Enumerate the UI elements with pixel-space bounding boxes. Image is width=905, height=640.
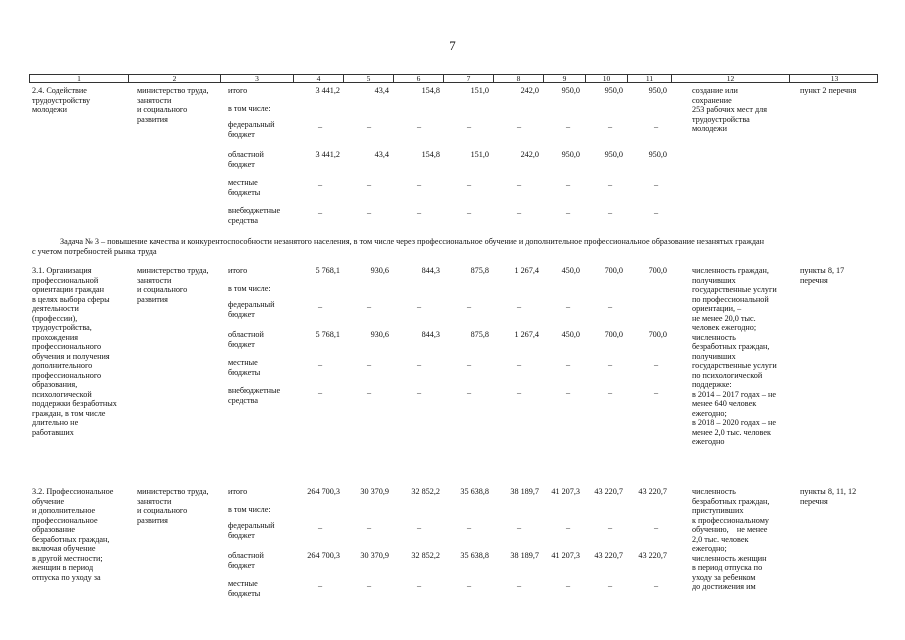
header-col-6: 6 <box>394 75 444 83</box>
funding-source-label: местные бюджеты <box>228 358 261 377</box>
funding-source-label: внебюджетные средства <box>228 386 281 405</box>
header-col-5: 5 <box>344 75 394 83</box>
reference: пункты 8, 11, 12 перечня <box>800 487 857 506</box>
funding-source-label: в том числе: <box>228 505 271 514</box>
budget-value: – <box>653 122 659 131</box>
executor: министерство труда, занятости и социального развития <box>137 86 209 124</box>
header-col-9: 9 <box>544 75 586 83</box>
budget-value: – <box>565 122 571 131</box>
header-col-1: 1 <box>30 75 129 83</box>
budget-value: – <box>317 523 323 532</box>
budget-value: 151,0 <box>470 86 489 95</box>
budget-value: – <box>607 180 613 189</box>
funding-source-label: местные бюджеты <box>228 579 261 598</box>
budget-value: 950,0 <box>561 150 580 159</box>
budget-value: 700,0 <box>648 330 667 339</box>
budget-value: 950,0 <box>604 150 623 159</box>
funding-source-label: в том числе: <box>228 284 271 293</box>
budget-value: 844,3 <box>421 330 440 339</box>
reference: пункты 8, 17 перечня <box>800 266 845 285</box>
budget-value: 950,0 <box>648 150 667 159</box>
budget-value: – <box>607 523 613 532</box>
budget-value: – <box>565 360 571 369</box>
budget-value: – <box>516 208 522 217</box>
budget-value: – <box>466 180 472 189</box>
budget-value: – <box>653 208 659 217</box>
expected-result: численность безработных граждан, приступивших к профессиональному обучению, не менее 2,0 тыс. человек ежегодно; численность женщин в период отпуска по уходу за ребенком до достижения им <box>692 487 770 591</box>
budget-value: – <box>516 302 522 311</box>
budget-value: 30 370,9 <box>360 487 389 496</box>
budget-value: 32 852,2 <box>411 551 440 560</box>
budget-value: 3 441,2 <box>315 150 340 159</box>
budget-value: – <box>416 360 422 369</box>
budget-value: 930,6 <box>370 266 389 275</box>
budget-value: 154,8 <box>421 150 440 159</box>
budget-value: – <box>607 208 613 217</box>
budget-value: – <box>366 523 372 532</box>
budget-value: 950,0 <box>604 86 623 95</box>
funding-source-label: федеральный бюджет <box>228 521 275 540</box>
budget-value: – <box>565 388 571 397</box>
expected-result: создание или сохранение 253 рабочих мест для трудоустройства молодежи <box>692 86 768 133</box>
budget-value: 38 189,7 <box>510 551 539 560</box>
budget-value: 43 220,7 <box>594 551 623 560</box>
measure-name: 3.1. Организация профессиональной ориентации граждан в целях выбора сферы деятельности (профессии), трудоустройства, прохождения профессионального обучения и получения дополнительного профессионального образования, психологической поддержки безработных граждан, в том числе длительно не работавших <box>32 266 117 437</box>
funding-source-label: федеральный бюджет <box>228 300 275 319</box>
budget-value: 43,4 <box>374 86 389 95</box>
budget-value: 30 370,9 <box>360 551 389 560</box>
budget-value: – <box>516 581 522 590</box>
budget-value: 43 220,7 <box>638 487 667 496</box>
expected-result: численность граждан, получивших государственные услуги по профессиональной ориентации, – не менее 20,0 тыс. человек ежегодно; численность безработных граждан, получивших государственные услуги по психологической поддержке: в 2014 – 2017 годах – не менее 640 человек ежегодно; в 2018 – 2020 годах – не менее 2,0 тыс. человек ежегодно <box>692 266 777 446</box>
budget-value: – <box>607 360 613 369</box>
budget-value: – <box>366 302 372 311</box>
budget-value: – <box>416 122 422 131</box>
header-col-13: 13 <box>830 74 839 83</box>
executor: министерство труда, занятости и социального развития <box>137 266 209 304</box>
budget-value: – <box>466 523 472 532</box>
budget-value: 151,0 <box>470 150 489 159</box>
budget-value: 154,8 <box>421 86 440 95</box>
budget-value: – <box>565 180 571 189</box>
header-col-4: 4 <box>294 75 344 83</box>
header-col-12: 12 <box>672 75 790 83</box>
budget-value: – <box>317 388 323 397</box>
budget-value: – <box>466 302 472 311</box>
header-col-8: 8 <box>494 75 544 83</box>
budget-value: 41 207,3 <box>551 487 580 496</box>
budget-value: 264 700,3 <box>307 487 340 496</box>
budget-value: 3 441,2 <box>315 86 340 95</box>
header-col-11: 11 <box>628 75 672 83</box>
budget-value: – <box>607 122 613 131</box>
budget-value: – <box>416 180 422 189</box>
funding-source-label: федеральный бюджет <box>228 120 275 139</box>
budget-value: – <box>317 208 323 217</box>
budget-value: – <box>607 302 613 311</box>
measure-name: 3.2. Профессиональное обучение и дополнительное профессиональное образование безработных граждан, включая обучение в другой местности; женщин в период отпуска по уходу за <box>32 487 114 582</box>
budget-value: 41 207,3 <box>551 551 580 560</box>
budget-value: 950,0 <box>648 86 667 95</box>
budget-value: 1 267,4 <box>514 330 539 339</box>
budget-value: – <box>516 523 522 532</box>
budget-value: – <box>653 388 659 397</box>
budget-value: 450,0 <box>561 330 580 339</box>
budget-value: – <box>466 360 472 369</box>
funding-source-label: в том числе: <box>228 104 271 113</box>
table-header-row <box>29 74 878 83</box>
task-heading: Задача № 3 – повышение качества и конкурентоспособности незанятого населения, в том числе через профессиональное обучение и дополнительное профессиональное образование незанятых граждан с учетом потребностей рынка труда <box>32 237 765 256</box>
budget-value: – <box>653 581 659 590</box>
budget-value: 700,0 <box>648 266 667 275</box>
budget-value: – <box>317 360 323 369</box>
budget-value: 930,6 <box>370 330 389 339</box>
budget-value: – <box>366 208 372 217</box>
budget-value: – <box>565 581 571 590</box>
budget-value: 5 768,1 <box>315 266 340 275</box>
funding-source-label: итого <box>228 487 248 496</box>
budget-value: 450,0 <box>561 266 580 275</box>
funding-source-label: областной бюджет <box>228 551 264 570</box>
budget-value: 875,8 <box>470 330 489 339</box>
budget-value: 43 220,7 <box>638 551 667 560</box>
reference: пункт 2 перечня <box>800 86 857 95</box>
budget-value: – <box>516 360 522 369</box>
budget-value: 844,3 <box>421 266 440 275</box>
budget-value: 43,4 <box>374 150 389 159</box>
budget-value: – <box>416 581 422 590</box>
budget-value: 32 852,2 <box>411 487 440 496</box>
funding-source-label: областной бюджет <box>228 150 264 169</box>
budget-value: – <box>317 180 323 189</box>
funding-source-label: местные бюджеты <box>228 178 261 197</box>
budget-value: – <box>416 208 422 217</box>
budget-value: – <box>366 388 372 397</box>
budget-value: 264 700,3 <box>307 551 340 560</box>
budget-value: – <box>516 122 522 131</box>
budget-value: – <box>653 360 659 369</box>
budget-value: – <box>607 581 613 590</box>
budget-value: – <box>366 581 372 590</box>
budget-value: – <box>607 388 613 397</box>
budget-value: – <box>366 180 372 189</box>
budget-value: – <box>516 388 522 397</box>
budget-value: 1 267,4 <box>514 266 539 275</box>
budget-value: 5 768,1 <box>315 330 340 339</box>
budget-value: – <box>466 581 472 590</box>
funding-source-label: итого <box>228 86 248 95</box>
budget-value: – <box>416 302 422 311</box>
budget-value: 38 189,7 <box>510 487 539 496</box>
budget-value: – <box>366 360 372 369</box>
budget-value: – <box>653 180 659 189</box>
budget-value: – <box>416 388 422 397</box>
budget-value: – <box>366 122 372 131</box>
budget-value: 950,0 <box>561 86 580 95</box>
budget-value: – <box>516 180 522 189</box>
budget-value: – <box>317 122 323 131</box>
executor: министерство труда, занятости и социального развития <box>137 487 209 525</box>
budget-value: 35 638,8 <box>460 551 489 560</box>
budget-value: 242,0 <box>520 86 539 95</box>
funding-source-label: внебюджетные средства <box>228 206 281 225</box>
budget-value: – <box>466 388 472 397</box>
budget-value: 242,0 <box>520 150 539 159</box>
budget-value: – <box>565 523 571 532</box>
budget-value: – <box>416 523 422 532</box>
budget-value: 700,0 <box>604 266 623 275</box>
budget-value: – <box>653 523 659 532</box>
budget-value: 875,8 <box>470 266 489 275</box>
header-col-3: 3 <box>221 75 294 83</box>
funding-source-label: областной бюджет <box>228 330 264 349</box>
budget-value: – <box>565 208 571 217</box>
budget-value: – <box>317 581 323 590</box>
header-col-10: 10 <box>586 75 628 83</box>
budget-value: 43 220,7 <box>594 487 623 496</box>
budget-value: – <box>466 208 472 217</box>
header-col-2: 2 <box>129 75 221 83</box>
funding-source-label: итого <box>228 266 248 275</box>
page-number: 7 <box>449 38 456 53</box>
budget-value: 35 638,8 <box>460 487 489 496</box>
budget-value: – <box>317 302 323 311</box>
budget-value: – <box>565 302 571 311</box>
measure-name: 2.4. Содействие трудоустройству молодежи <box>32 86 91 114</box>
header-col-7: 7 <box>444 75 494 83</box>
budget-value: 700,0 <box>604 330 623 339</box>
budget-value: – <box>466 122 472 131</box>
